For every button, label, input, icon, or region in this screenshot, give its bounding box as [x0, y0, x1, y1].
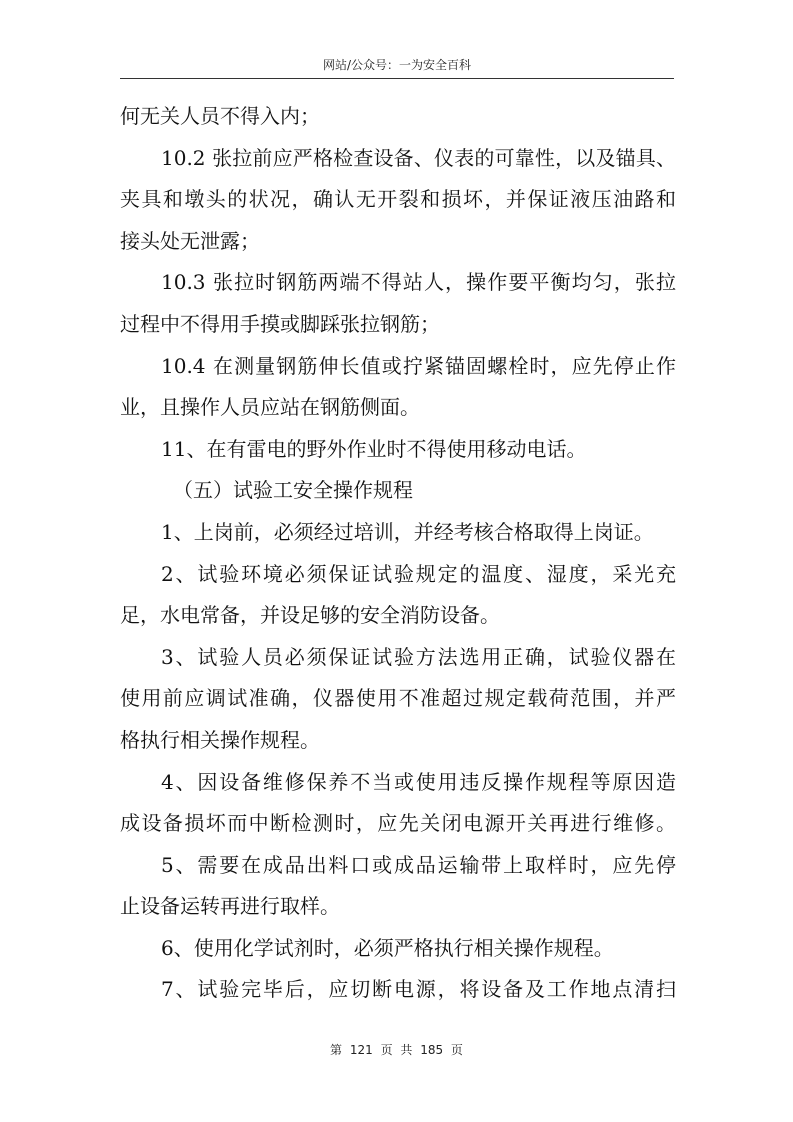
text-line: 使用前应调试准确，仪器使用不准超过规定载荷范围，并严	[120, 686, 676, 711]
page-footer: 第 121 页 共 185 页	[330, 1043, 463, 1057]
text-line: 接头处无泄露；	[120, 228, 260, 253]
text-line: 足，水电常备，并设足够的安全消防设备。	[120, 603, 500, 628]
text-line: 1、上岗前，必须经过培训，并经考核合格取得上岗证。	[161, 519, 654, 544]
section-heading: （五）试验工安全操作规程	[173, 478, 413, 503]
text-line: 7、试验完毕后，应切断电源，将设备及工作地点清扫	[161, 977, 676, 1002]
text-line: 11、在有雷电的野外作业时不得使用移动电话。	[161, 436, 587, 461]
text-line: 10.2 张拉前应严格检查设备、仪表的可靠性，以及锚具、	[161, 145, 676, 170]
text-line: 6、使用化学试剂时，必须严格执行相关操作规程。	[161, 935, 614, 960]
text-line: 10.4 在测量钢筋伸长值或拧紧锚固螺栓时，应先停止作	[161, 353, 676, 378]
text-line: 5、需要在成品出料口或成品运输带上取样时，应先停	[161, 852, 676, 877]
text-line: 过程中不得用手摸或脚踩张拉钢筋；	[120, 311, 440, 336]
text-line: 10.3 张拉时钢筋两端不得站人，操作要平衡均匀，张拉	[161, 270, 676, 295]
text-line: 夹具和墩头的状况，确认无开裂和损坏，并保证液压油路和	[120, 187, 676, 212]
text-line: 止设备运转再进行取样。	[120, 894, 340, 919]
text-line: 2、试验环境必须保证试验规定的温度、湿度，采光充	[161, 561, 676, 586]
page-header: 网站/公众号：一为安全百科	[120, 52, 674, 79]
text-line: 何无关人员不得入内；	[120, 104, 320, 128]
text-line: 3、试验人员必须保证试验方法选用正确，试验仪器在	[161, 644, 676, 669]
text-line: 格执行相关操作规程。	[120, 727, 320, 752]
text-line: 4、因设备维修保养不当或使用违反操作规程等原因造	[161, 769, 676, 794]
document-body	[120, 96, 676, 1011]
text-line: 成设备损坏而中断检测时，应先关闭电源开关再进行维修。	[120, 811, 676, 836]
text-line: 业，且操作人员应站在钢筋侧面。	[120, 395, 420, 420]
